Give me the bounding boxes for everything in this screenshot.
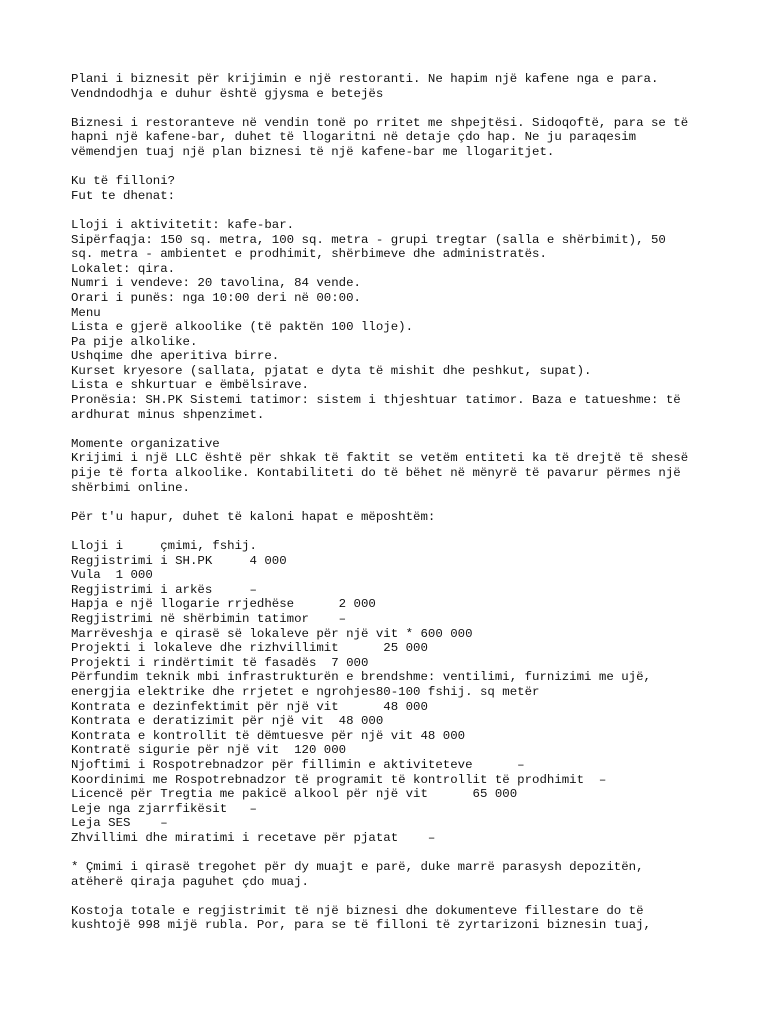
text-line: Regjistrimi në shërbimin tatimor – [71, 611, 347, 626]
text-line: Numri i vendeve: 20 tavolina, 84 vende. [71, 276, 361, 291]
text-line: Kontrata e dezinfektimit për një vit 48 000 [71, 699, 428, 714]
text-line: Leje nga zjarrfikësit – [71, 801, 257, 816]
paragraph [71, 174, 711, 203]
text-line: Ku të filloni? [71, 174, 176, 189]
text-line: Përfundim teknik mbi infrastrukturën e brendshme: ventilimi, furnizimi me ujë, [71, 670, 651, 685]
text-line: Kurset kryesore (sallata, pjatat e dyta të mishit dhe peshkut, supat). [71, 363, 592, 378]
text-line: hapni një kafene-bar, duhet të llogaritni në detaje çdo hap. Ne ju paraqesim [71, 130, 637, 145]
text-line: Zhvillimi dhe miratimi i recetave për pjatat – [71, 830, 436, 845]
text-line: shërbimi online. [71, 480, 190, 495]
text-line: Sipërfaqja: 150 sq. metra, 100 sq. metra - grupi tregtar (salla e shërbimit), 50 [71, 232, 666, 247]
text-line: Kontrata e kontrollit të dëmtuesve për një vit 48 000 [71, 728, 466, 743]
text-line: Menu [71, 305, 101, 320]
document-page [71, 72, 711, 948]
paragraph [71, 116, 711, 160]
text-line: Krijimi i një LLC është për shkak të faktit se vetëm entiteti ka të drejtë të shesë [71, 451, 689, 466]
text-line: Kostoja totale e regjistrimit të një biznesi dhe dokumenteve fillestare do të [71, 903, 644, 918]
text-line: Momente organizative [71, 436, 220, 451]
text-line: Vula 1 000 [71, 568, 153, 583]
text-line: Njoftimi i Rospotrebnadzor për fillimin e aktiviteteve – [71, 757, 525, 772]
text-line: Fut te dhenat: [71, 188, 176, 203]
text-line: Kontrata e deratizimit për një vit 48 000 [71, 714, 384, 729]
text-line: Vendndodhja e duhur është gjysma e betejës [71, 86, 384, 101]
text-line: Lista e shkurtuar e ëmbëlsirave. [71, 378, 309, 393]
paragraph [71, 218, 711, 422]
text-line: sq. metra - ambientet e prodhimit, shërbimeve dhe administratës. [71, 247, 547, 262]
text-line: ardhurat minus shpenzimet. [71, 407, 265, 422]
text-line: Ushqime dhe aperitiva birre. [71, 349, 280, 364]
text-line: Lloji i aktivitetit: kafe-bar. [71, 217, 295, 232]
text-line: Leja SES – [71, 816, 168, 831]
text-line: Biznesi i restoranteve në vendin tonë po rritet me shpejtësi. Sidoqoftë, para se të [71, 115, 689, 130]
paragraph [71, 72, 711, 101]
text-line: Pronësia: SH.PK Sistemi tatimor: sistem i thjeshtuar tatimor. Baza e tatueshme: të [71, 393, 681, 408]
text-line: Regjistrimi i SH.PK 4 000 [71, 553, 287, 568]
paragraph [71, 904, 711, 933]
text-line: Hapja e një llogarie rrjedhëse 2 000 [71, 597, 376, 612]
paragraph [71, 510, 711, 525]
text-line: Lokalet: qira. [71, 261, 176, 276]
text-line: Regjistrimi i arkës – [71, 582, 257, 597]
text-line: Marrëveshja e qirasë së lokaleve për një vit * 600 000 [71, 626, 473, 641]
text-line: Kontratë sigurie për një vit 120 000 [71, 743, 347, 758]
text-line: Koordinimi me Rospotrebnadzor të programit të kontrollit të prodhimit – [71, 772, 607, 787]
text-line: Për t'u hapur, duhet të kaloni hapat e mëposhtëm: [71, 509, 436, 524]
paragraph [71, 437, 711, 495]
text-line: kushtojë 998 mijë rubla. Por, para se të filloni të zyrtarizoni biznesin tuaj, [71, 918, 651, 933]
text-line: vëmendjen tuaj një plan biznesi të një kafene-bar me llogaritjet. [71, 144, 555, 159]
text-line: Projekti i lokaleve dhe rizhvillimit 25 000 [71, 641, 428, 656]
text-line: Plani i biznesit për krijimin e një restoranti. Ne hapim një kafene nga e para. [71, 72, 659, 86]
text-line: Lloji i çmimi, fshij. [71, 539, 257, 553]
text-line: Licencë për Tregtia me pakicë alkool për një vit 65 000 [71, 787, 518, 802]
text-line: energjia elektrike dhe rrjetet e ngrohjes80-100 fshij. sq metër [71, 684, 540, 699]
text-line: Orari i punës: nga 10:00 deri në 00:00. [71, 290, 361, 305]
text-line: Lista e gjerë alkoolike (të paktën 100 lloje). [71, 320, 414, 335]
text-line: atëherë qiraja paguhet çdo muaj. [71, 874, 309, 889]
text-line: Pa pije alkolike. [71, 334, 198, 349]
paragraph [71, 539, 711, 845]
paragraph [71, 860, 711, 889]
text-line: pije të forta alkoolike. Kontabiliteti do të bëhet në mënyrë të pavarur përmes një [71, 466, 681, 481]
text-line: * Çmimi i qirasë tregohet për dy muajt e parë, duke marrë parasysh depozitën, [71, 860, 644, 875]
text-line: Projekti i rindërtimit të fasadës 7 000 [71, 655, 369, 670]
